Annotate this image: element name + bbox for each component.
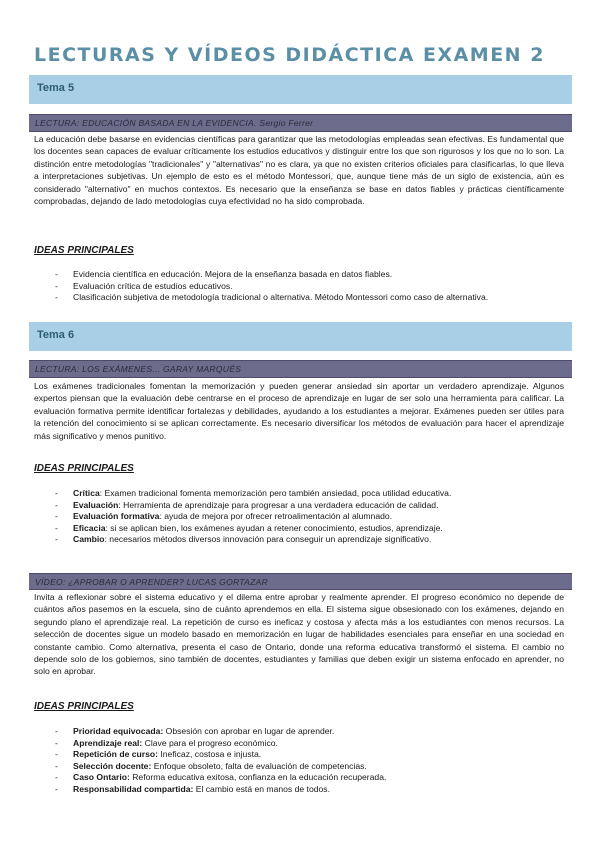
reading-header-evidencia — [29, 114, 572, 132]
list-item: - Evaluación: Herramienta de aprendizaje para progresar a una verdadera educación de calidad. — [55, 500, 570, 512]
list-item: - Caso Ontario: Reforma educativa exitosa, confianza en la educación recuperada. — [55, 772, 570, 784]
reading-title: LECTURA: EDUCACIÓN BASADA EN LA EVIDENCIA. Sergio Ferrer — [35, 118, 314, 128]
reading-header-examenes — [29, 360, 572, 378]
ideas-heading: IDEAS PRINCIPALES — [34, 701, 134, 712]
list-item: - Evaluación crítica de estudios educativos. — [55, 281, 570, 293]
reading-title: VÍDEO: ¿APROBAR O APRENDER? LUCAS GORTAZAR — [35, 577, 269, 587]
list-item: - Eficacia: si se aplican bien, los exámenes ayudan a retener conocimiento, estudios, aprendizaje. — [55, 523, 570, 535]
ideas-heading: IDEAS PRINCIPALES — [34, 245, 134, 256]
list-item: - Cambio: necesarios métodos diversos innovación para conseguir un aprendizaje significativo. — [55, 534, 570, 546]
list-item: - Responsabilidad compartida: El cambio está en manos de todos. — [55, 784, 570, 796]
reading-paragraph-evidencia: La educación debe basarse en evidencias científicas para garantizar que las metodologías empleadas sean efectivas. Es fundamental que los docentes sean capaces de evaluar críticamente los estudios educativos y distinguir entre los que son rigurosos y los que no lo son. La distinción entre metodologías "tradicionales" y "alternativas" no es clara, ya que no existen criterios oficiales para clasificarlas, lo que lleva a interpretaciones subjetivas. Un ejemplo de esto es el método Montessori, que, aunque tiene más de un siglo de existencia, aún es considerado "alternativo" en muchos contextos. Es necesario que la enseñanza se base en datos fiables y prácticas científicamente comprobadas, dejando de lado metodologías cuya efectividad no ha sido comprobada. — [34, 134, 564, 207]
list-item: - Repetición de curso: Ineficaz, costosa e injusta. — [55, 749, 570, 761]
tema-6-bar — [29, 322, 572, 351]
list-item: - Aprendizaje real: Clave para el progreso económico. — [55, 738, 570, 750]
list-item: - Evidencia científica en educación. Mejora de la enseñanza basada en datos fiables. — [55, 269, 570, 281]
list-item: - Prioridad equivocada: Obsesión con aprobar en lugar de aprender. — [55, 726, 570, 738]
reading-header-video — [29, 573, 572, 590]
ideas-list-examenes — [55, 488, 570, 546]
list-item: - Clasificación subjetiva de metodología tradicional o alternativa. Método Montessori como caso de alternativa. — [55, 292, 570, 304]
document-title: LECTURAS Y VÍDEOS DIDÁCTICA EXAMEN 2 — [34, 44, 545, 66]
list-item: - Selección docente: Enfoque obsoleto, falta de evaluación de competencias. — [55, 761, 570, 773]
ideas-list-video — [55, 726, 570, 796]
ideas-heading: IDEAS PRINCIPALES — [34, 463, 134, 474]
list-item: - Evaluación formativa: ayuda de mejora por ofrecer retroalimentación al alumnado. — [55, 511, 570, 523]
tema-5-bar — [29, 75, 572, 104]
tema-6-label: Tema 6 — [37, 329, 75, 341]
list-item: - Crítica: Examen tradicional fomenta memorización pero también ansiedad, poca utilidad educativa. — [55, 488, 570, 500]
reading-paragraph-video: Invita a reflexionar sobre el sistema educativo y el dilema entre aprobar y realmente aprender. El progreso económico no depende de cuántos años pasemos en la escuela, sino de cuánto aprendemos en ella. El sistema sigue obsesionado con los exámenes, dejando en segundo plano el aprendizaje real. La repetición de curso es ineficaz y costosa y afecta más a los estudiantes con menos recursos. La selección de docentes sigue un modelo basado en memorización en lugar de habilidades esenciales para enseñar en una sociedad en constante cambio. Como alternativa, presenta el caso de Ontario, donde una reforma educativa transformó el sistema. El cambio no depende solo de los gobiernos, sino también de docentes, estudiantes y familias que deben exigir un sistema enfocado en aprender, no solo en aprobar. — [34, 592, 564, 677]
tema-5-label: Tema 5 — [37, 82, 75, 94]
reading-title: LECTURA: LOS EXÁMENES... GARAY MARQUÉS — [35, 364, 242, 374]
ideas-list-evidencia — [55, 269, 570, 304]
reading-paragraph-examenes: Los exámenes tradicionales fomentan la memorización y pueden generar ansiedad sin aportar un verdadero aprendizaje. Algunos expertos piensan que la evaluación debe centrarse en el proceso de aprendizaje en lugar de ser solo una herramienta para calificar. La evaluación formativa permite identificar fortalezas y debilidades, ayudando a los estudiantes a mejorar. Exámenes pueden ser útiles para la retención del conocimiento si se aplican correctamente. Es necesario diversificar los métodos de evaluación para hacer el aprendizaje más significativo y menos punitivo. — [34, 381, 564, 441]
